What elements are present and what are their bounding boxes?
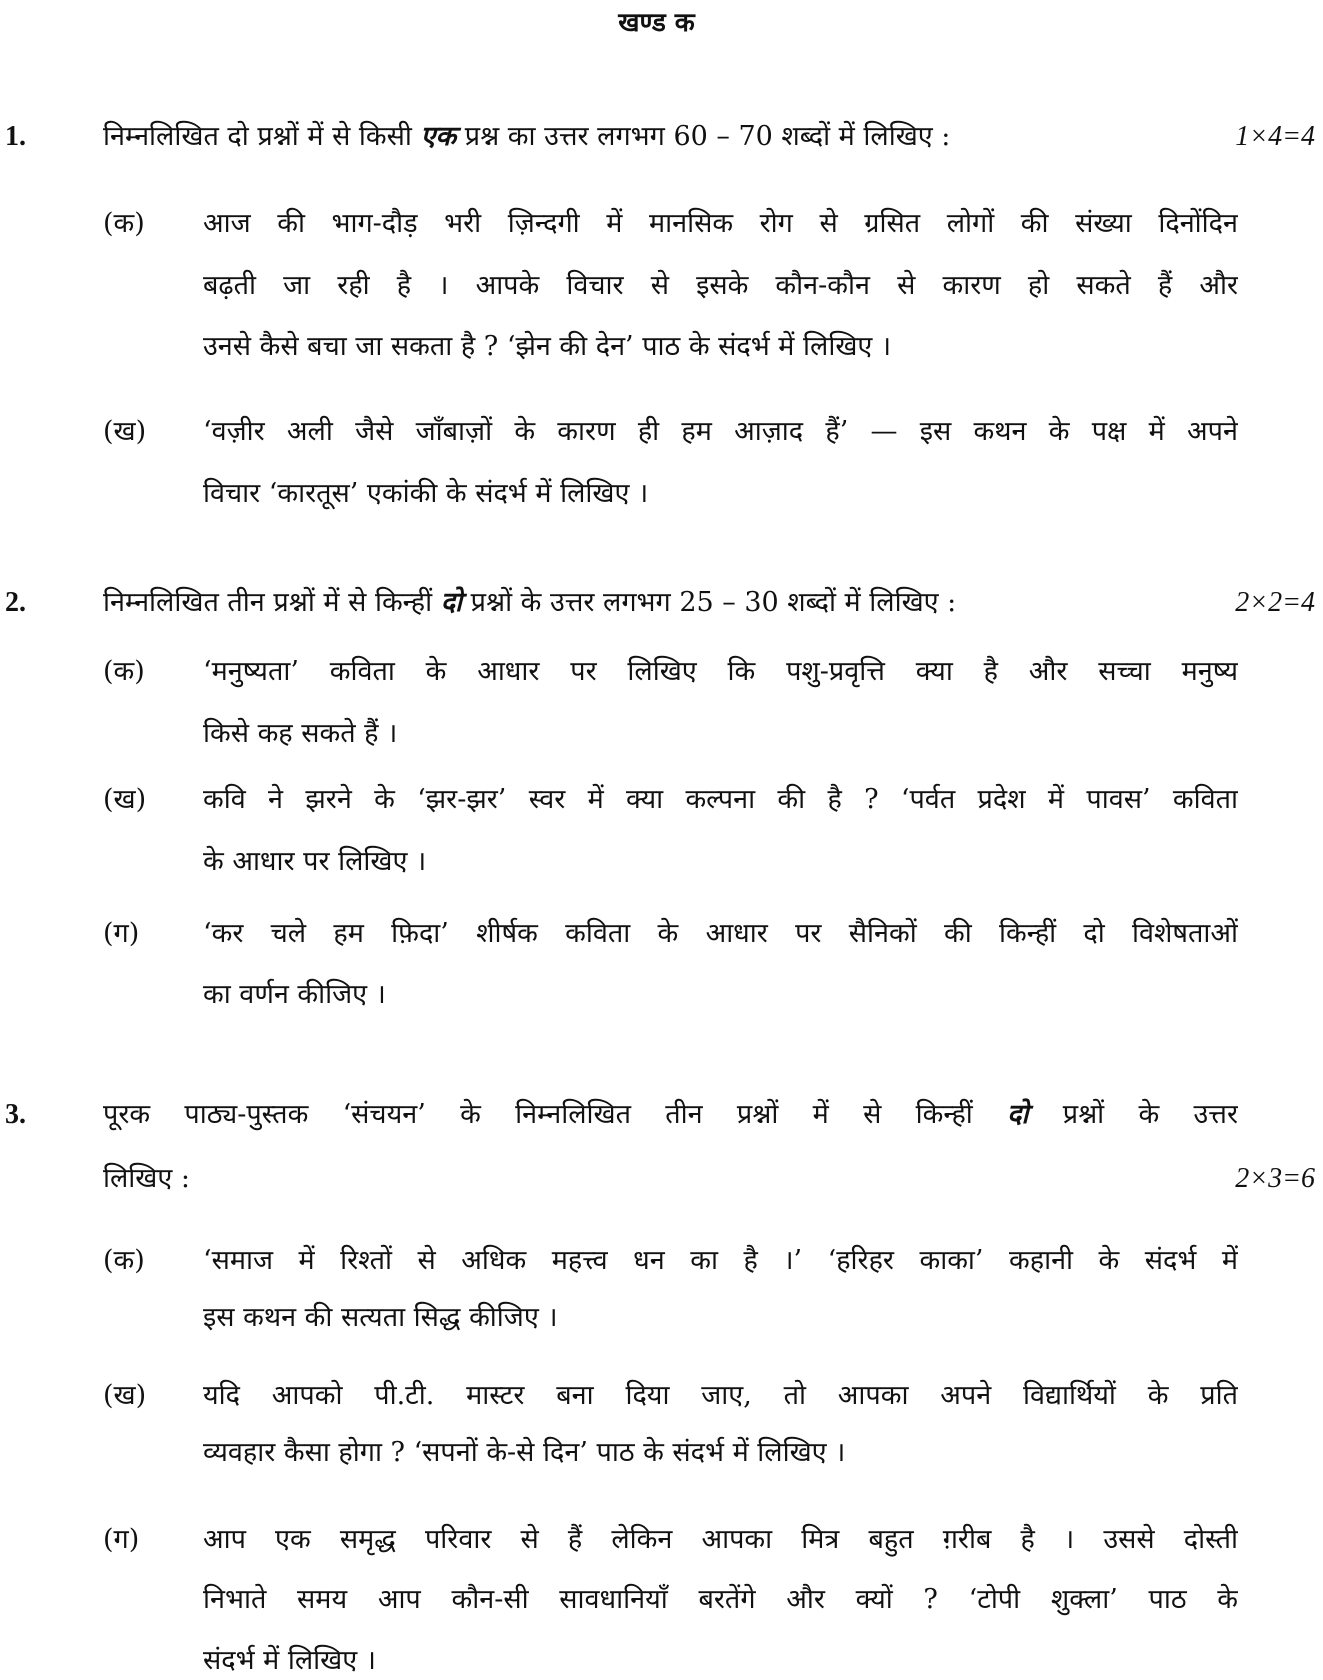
part-label: (ख) (103, 784, 147, 815)
part-line: के आधार पर लिखिए । (203, 846, 427, 877)
marks: 1×4=4 (1235, 121, 1315, 152)
prompt-emphasis: एक (420, 121, 457, 152)
question-1-prompt (103, 120, 1315, 154)
prompt-text (103, 586, 956, 620)
part-label: (क) (103, 656, 145, 687)
part-line: उनसे कैसे बचा जा सकता है ? ‘झेन की देन’ पाठ के संदर्भ में लिखिए । (203, 331, 892, 362)
prompt-text (103, 120, 950, 154)
part-line: व्यवहार कैसा होगा ? ‘सपनों के-से दिन’ पाठ के संदर्भ में लिखिए । (203, 1437, 846, 1468)
part-label: (ख) (103, 1380, 147, 1411)
prompt-pre: निम्नलिखित दो प्रश्नों में से किसी (103, 121, 412, 152)
part-line: कवि ने झरने के ‘झर-झर’ स्वर में क्या कल्पना की है ? ‘पर्वत प्रदेश में पावस’ कविता (203, 784, 1238, 815)
part-line: ‘मनुष्यता’ कविता के आधार पर लिखिए कि पशु-प्रवृत्ति क्या है और सच्चा मनुष्य (203, 656, 1238, 687)
part-label: (ख) (103, 416, 147, 447)
prompt-emphasis: दो (1007, 1099, 1029, 1130)
part-line: इस कथन की सत्यता सिद्ध कीजिए । (203, 1302, 558, 1333)
prompt-emphasis: दो (440, 587, 463, 618)
part-line: संदर्भ में लिखिए । (203, 1645, 377, 1676)
question-number: 1. (5, 121, 26, 152)
question-3-prompt (103, 1098, 1238, 1134)
part-line: ‘वज़ीर अली जैसे जाँबाज़ों के कारण ही हम आज़ाद हैं’ — इस कथन के पक्ष में अपने (203, 416, 1238, 447)
part-line: यदि आपको पी.टी. मास्टर बना दिया जाए, तो आपका अपने विद्यार्थियों के प्रति (203, 1380, 1238, 1411)
part-line: विचार ‘कारतूस’ एकांकी के संदर्भ में लिखिए । (203, 478, 649, 509)
part-line: आप एक समृद्ध परिवार से हैं लेकिन आपका मित्र बहुत ग़रीब है । उससे दोस्ती (203, 1524, 1238, 1555)
part-label: (क) (103, 1245, 145, 1276)
part-line: ‘कर चले हम फ़िदा’ शीर्षक कविता के आधार पर सैनिकों की किन्हीं दो विशेषताओं (203, 918, 1238, 949)
part-line: किसे कह सकते हैं । (203, 718, 398, 749)
question-2-prompt (103, 586, 1315, 620)
part-line: ‘समाज में रिश्तों से अधिक महत्त्व धन का है ।’ ‘हरिहर काका’ कहानी के संदर्भ में (203, 1245, 1238, 1276)
part-label: (क) (103, 208, 145, 239)
prompt-post: प्रश्न का उत्तर लगभग 60 – 70 शब्दों में लिखिए : (464, 121, 951, 152)
part-label: (ग) (103, 1524, 140, 1555)
prompt-post: प्रश्नों के उत्तर (1062, 1099, 1238, 1130)
section-title: खण्ड क (618, 8, 695, 38)
part-label: (ग) (103, 918, 140, 949)
part-line: आज की भाग-दौड़ भरी ज़िन्दगी में मानसिक रोग से ग्रसित लोगों की संख्या दिनोंदिन (203, 208, 1238, 239)
marks: 2×2=4 (1235, 587, 1315, 618)
part-line: बढ़ती जा रही है । आपके विचार से इसके कौन-कौन से कारण हो सकते हैं और (203, 270, 1238, 301)
question-number: 2. (5, 587, 26, 618)
prompt-line-2: लिखिए : (103, 1163, 190, 1194)
prompt-pre: निम्नलिखित तीन प्रश्नों में से किन्हीं (103, 587, 433, 618)
part-line: का वर्णन कीजिए । (203, 979, 386, 1010)
prompt-post: प्रश्नों के उत्तर लगभग 25 – 30 शब्दों में लिखिए : (470, 587, 957, 618)
marks: 2×3=6 (1235, 1163, 1315, 1194)
question-number: 3. (5, 1099, 26, 1130)
prompt-pre: पूरक पाठ्य-पुस्तक ‘संचयन’ के निम्नलिखित तीन प्रश्नों में से किन्हीं (103, 1099, 973, 1130)
part-line: निभाते समय आप कौन-सी सावधानियाँ बरतेंगे और क्यों ? ‘टोपी शुक्ला’ पाठ के (203, 1584, 1238, 1615)
